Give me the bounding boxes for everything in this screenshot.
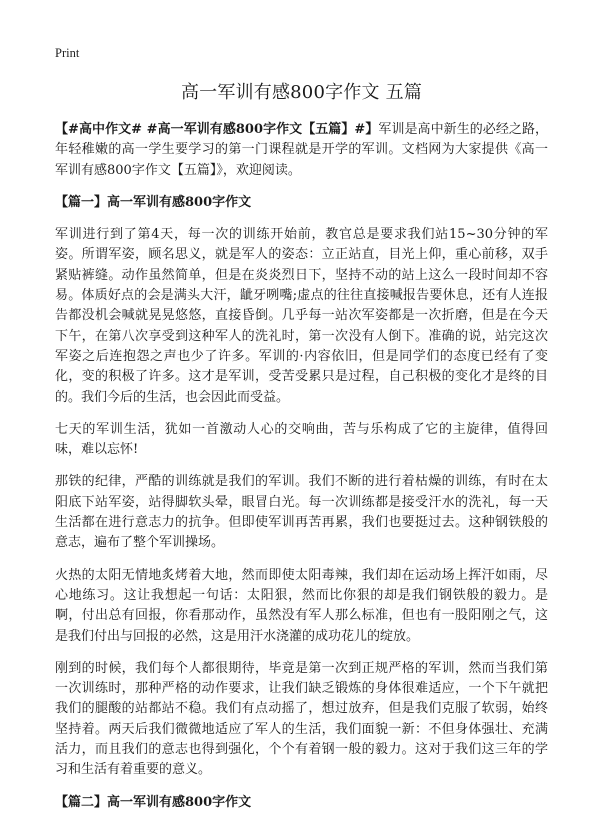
section-heading-2: 【篇二】高一军训有感800字作文: [55, 794, 252, 810]
article-paragraph: 那铁的纪律，严酷的训练就是我们的军训。我们不断的进行着枯燥的训练，有时在太阳底下站军姿，站得脚软头晕，眼冒白光。每一次训练都是接受汗水的洗礼，每一天生活都在进行意志力的抗争。但即使军训再苦再累，我们也要挺过去。这种钢铁般的意志，遍布了整个军训操场。: [55, 474, 548, 551]
article-body: [55, 120, 548, 825]
article-paragraph: 刚到的时候，我们每个人都很期待，毕竟是第一次到正规严格的军训，然而当我们第一次训练时，那种严格的动作要求，让我们缺乏锻炼的身体很难适应，一个下午就把我们的腿酸的站都站不稳。我们有点动摇了，想过放弃，但是我们克服了软弱，始终坚持着。两天后我们微微地适应了军人的生活，我们面貌一新：不但身体强壮、充满活力，而且我们的意志也得到强化，个个有着钢一般的毅力。这对于我们这三年的学习和生活有着重要的意义。: [55, 660, 548, 778]
intro-tag: 【#高中作文# #高一军训有感800字作文【五篇】#】: [55, 122, 379, 137]
print-link[interactable]: Print: [55, 46, 80, 60]
section-heading-1: 【篇一】高一军训有感800字作文: [55, 194, 252, 210]
article-paragraph: 军训进行到了第4天，每一次的训练开始前，教官总是要求我们站15~30分钟的军姿。所谓军姿，顾名思义，就是军人的姿态：立正站直，目光上仰，重心前移，双手紧贴裤缝。动作虽然简单，但是在炎炎烈日下，坚持不动的站上这么一段时间却不容易。体质好点的会是满头大汗，龇牙咧嘴;虚点的往往直接喊报告要休息，还有人连报告都没机会喊就晃晃悠悠，直接昏倒。几乎每一站次军姿都是一次折磨，但是在今天下午，在第八次享受到这种军人的洗礼时，第一次没有人倒下。准确的说，站完这次军姿之后连抱怨之声也少了许多。军训的·内容依旧，但是同学们的态度已经有了变化，变的积极了许多。这才是军训，受苦受累只是过程，自己积极的变化才是终的目的。我们今后的生活，也会因此而受益。: [55, 227, 548, 405]
page-title: 高一军训有感800字作文 五篇: [180, 82, 423, 103]
intro-paragraph: [55, 120, 548, 181]
article-paragraph: 火热的太阳无情地炙烤着大地，然而即使太阳毒辣，我们却在运动场上挥汗如雨，尽心地练习。这让我想起一句话：太阳狠，然而比你狠的却是我们钢铁般的毅力。是啊，付出总有回报，你看那动作，虽然没有军人那么标准，但也有一股阳刚之气，这是我们付出与回报的必然，这是用汗水浇灌的成功花儿的绽放。: [55, 567, 548, 644]
article-paragraph: 七天的军训生活，犹如一首激动人心的交响曲，苦与乐构成了它的主旋律，值得回味，难以忘怀!: [55, 421, 548, 458]
intro-text: 军训是高中新生的必经之路，年轻稚嫩的高一学生要学习的第一门课程就是开学的军训。文档网为大家提供《高一军训有感800字作文【五篇】》，欢迎阅读。: [55, 122, 548, 178]
